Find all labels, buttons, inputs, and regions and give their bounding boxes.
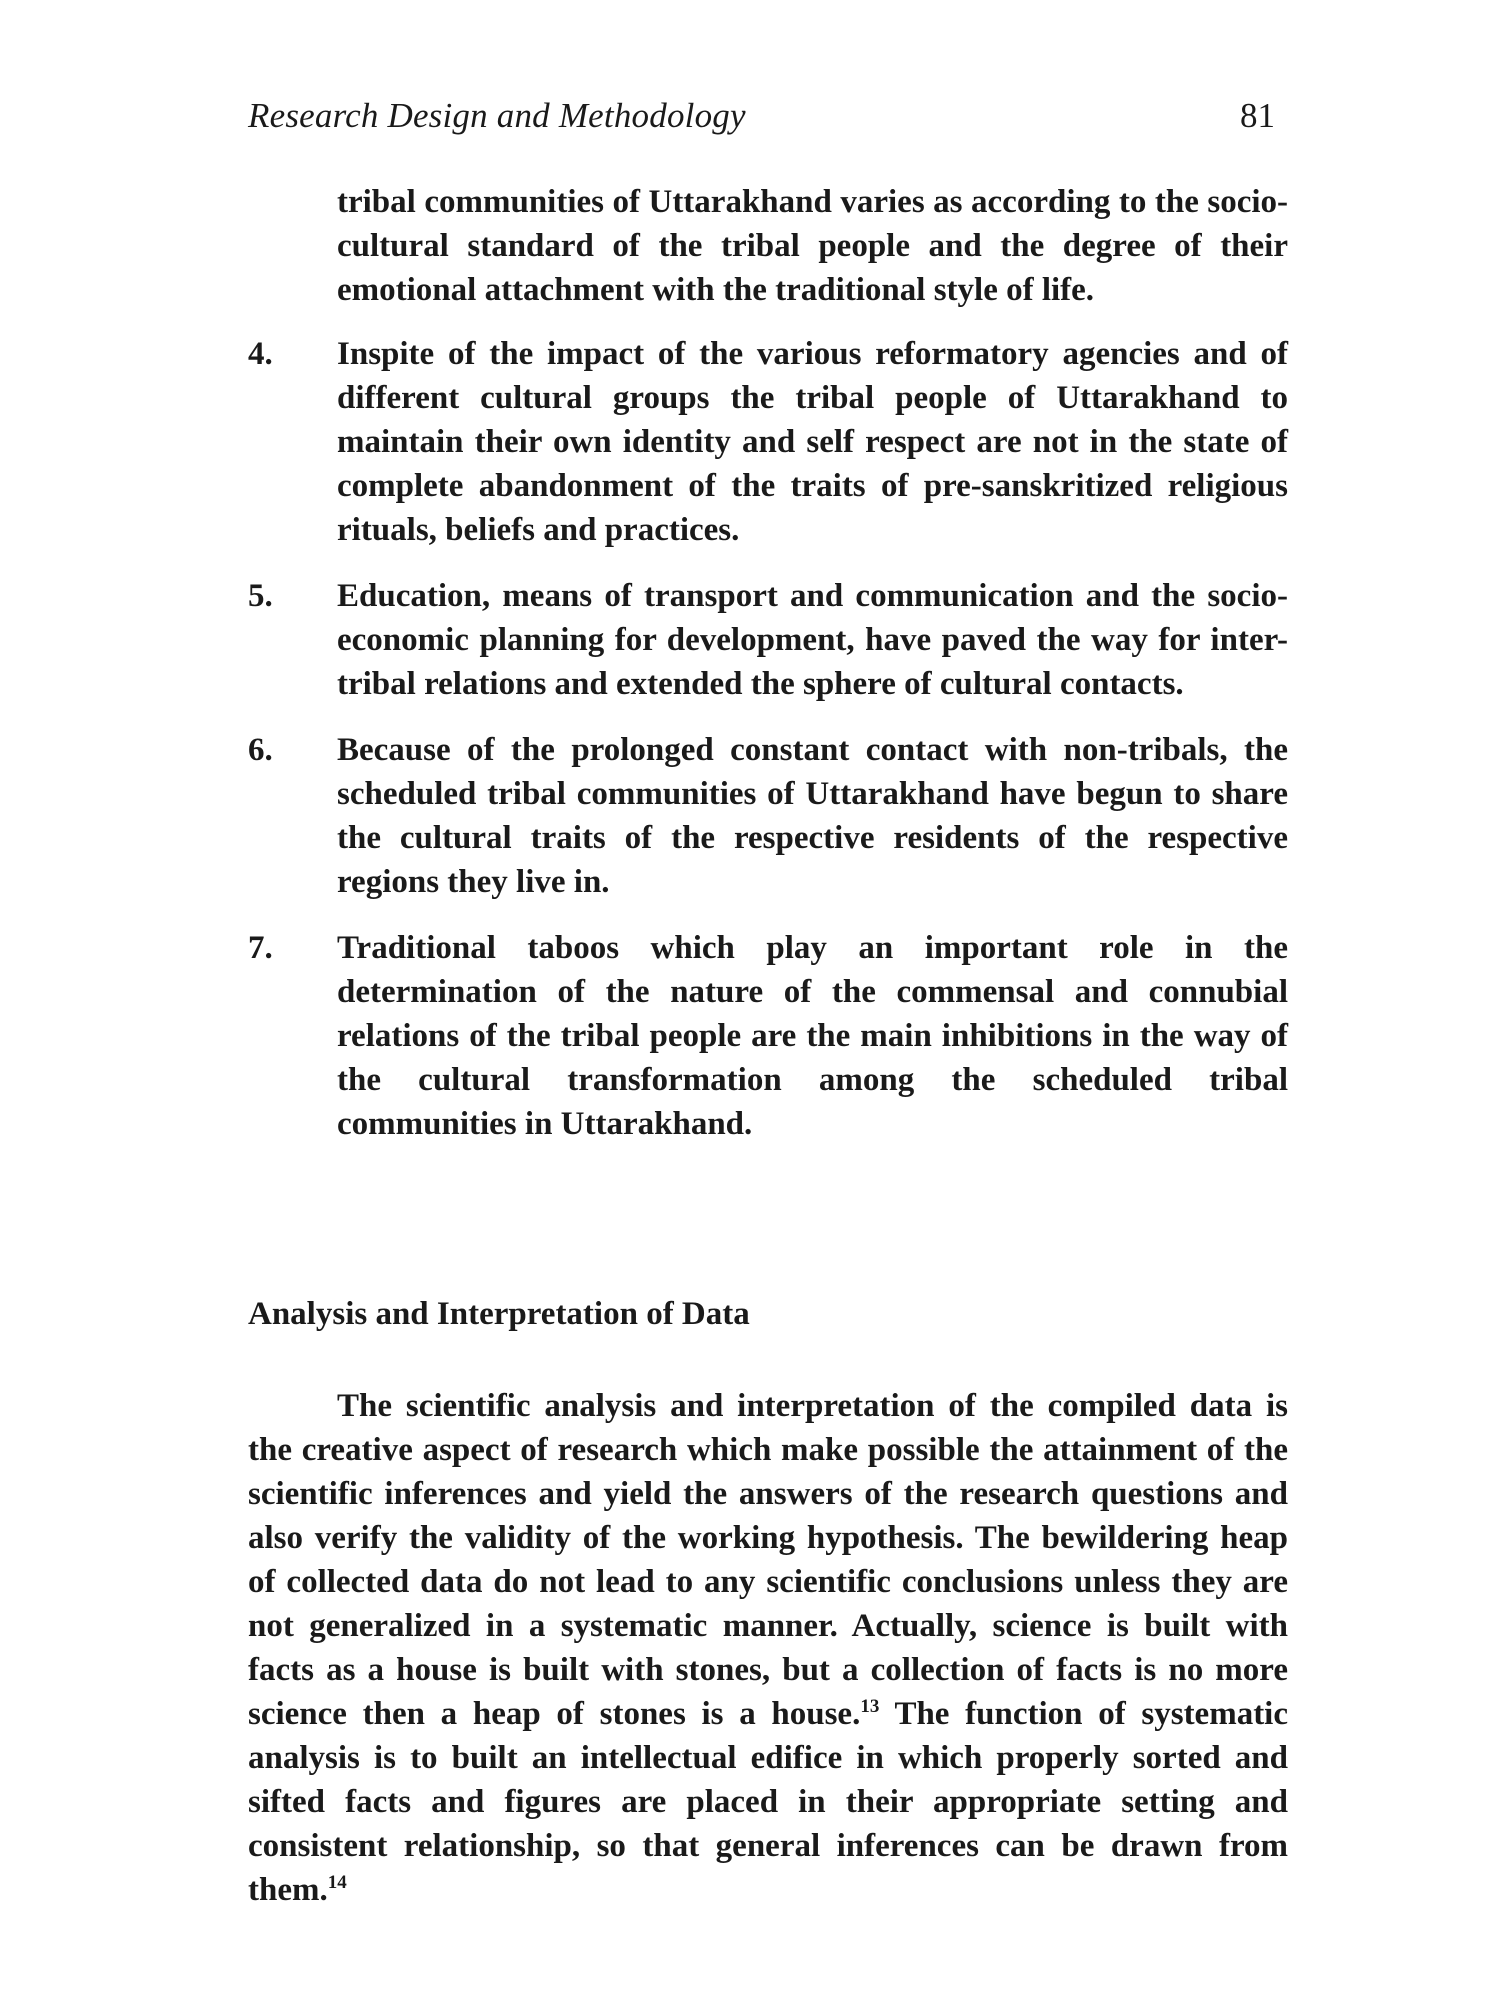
list-item-number: 4. [248, 336, 273, 372]
list-item-text: Because of the prolonged constant contact with non-tribals, the scheduled tribal communities of Uttarakhand have begun to share the cultural traits of the respective residents of the respective regions they live in. [337, 732, 1288, 900]
list-item-number: 7. [248, 930, 273, 966]
list-item-number: 5. [248, 578, 273, 614]
running-head-title: Research Design and Methodology [248, 96, 746, 135]
list-item-text: Education, means of transport and communication and the socio-economic planning for development, have paved the way for inter-tribal relations and extended the sphere of cultural contacts. [337, 578, 1288, 702]
footnote-reference: 14 [327, 1872, 347, 1893]
page-number: 81 [1240, 96, 1275, 135]
numbered-findings-list [248, 332, 1288, 1168]
footnote-reference: 13 [860, 1696, 880, 1717]
list-item [248, 728, 1288, 904]
continued-list-text: tribal communities of Uttarakhand varies as according to the socio-cultural standard of the tribal people and the degree of their emotional attachment with the traditional style of life. [337, 184, 1288, 308]
paragraph-text-part-1: The scientific analysis and interpretation of the compiled data is the creative aspect of research which make possible the attainment of the scientific inferences and yield the answers of the research questions and also verify the validity of the working hypothesis. The bewildering heap of collected data do not lead to any scientific conclusions unless they are not generalized in a systematic manner. Actually, science is built with facts as a house is built with stones, but a collection of facts is no more science then a heap of stones is a house. [248, 1388, 1288, 1732]
section-heading: Analysis and Interpretation of Data [248, 1296, 750, 1332]
list-item [248, 574, 1288, 706]
list-item-text: Traditional taboos which play an important role in the determination of the nature of the commensal and connubial relations of the tribal people are the main inhibitions in the way of the cultural transformation among the scheduled tribal communities in Uttarakhand. [337, 930, 1288, 1142]
list-item-number: 6. [248, 732, 273, 768]
paragraph-text-part-2: The function of systematic analysis is to built an intellectual edifice in which properly sorted and sifted facts and figures are placed in their appropriate setting and consistent relationship, so that general inferences can be drawn from them. [248, 1696, 1288, 1908]
list-item [248, 926, 1288, 1146]
list-item [248, 332, 1288, 552]
body-paragraph [248, 1384, 1288, 1912]
list-item-text: Inspite of the impact of the various reformatory agencies and of different cultural groups the tribal people of Uttarakhand to maintain their own identity and self respect are not in the state of complete abandonment of the traits of pre-sanskritized religious rituals, beliefs and practices. [337, 336, 1288, 548]
